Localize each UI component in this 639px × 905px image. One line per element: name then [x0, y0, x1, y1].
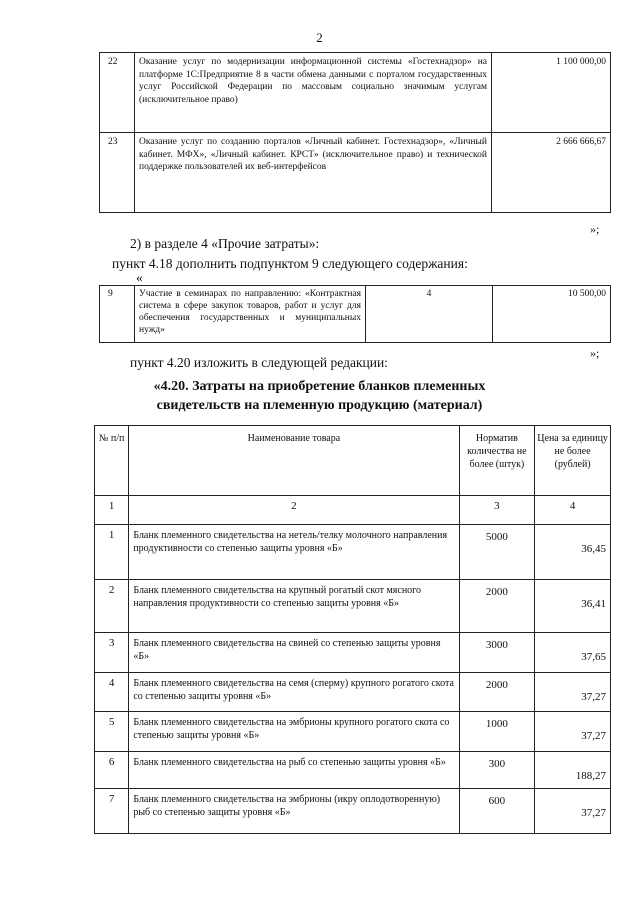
- row-number: 23: [100, 133, 135, 213]
- row-name: Бланк племенного свидетельства на крупный рогатый скот мясного направления продуктивности со степенью защиты уровня «Б»: [129, 580, 459, 633]
- row-price: 2 666 666,67: [492, 133, 611, 213]
- table-row: [95, 673, 611, 712]
- row-number: 5: [95, 712, 129, 752]
- row-number: 9: [100, 286, 135, 343]
- row-price: 37,27: [535, 789, 611, 834]
- header-number: № п/п: [95, 426, 129, 496]
- row-quantity: 3000: [459, 633, 535, 673]
- header-norm: Норматив количества не более (штук): [459, 426, 535, 496]
- row-price: 188,27: [535, 752, 611, 789]
- closing-quote: »;: [590, 346, 600, 360]
- row-name: Бланк племенного свидетельства на эмбрионы крупного рогатого скота со степенью защиты уровня «Б»: [129, 712, 459, 752]
- row-quantity: 300: [459, 752, 535, 789]
- row-quantity: 4: [366, 286, 493, 343]
- section-heading: свидетельств на племенную продукцию (материал): [156, 398, 483, 413]
- column-index-row: [95, 496, 611, 525]
- row-price: 1 100 000,00: [492, 53, 611, 133]
- page-number: 2: [316, 30, 323, 45]
- row-description: Оказание услуг по созданию порталов «Личный кабинет. Гостехнадзор», «Личный кабинет. МФХ», «Личный кабинет. КРСТ» (исключительное право) и технической поддержке пользователей их веб-интерфейсов: [135, 133, 492, 213]
- row-number: 22: [100, 53, 135, 133]
- header-price: Цена за единицу не более (рублей): [535, 426, 611, 496]
- row-price: 36,41: [535, 580, 611, 633]
- table-row: [95, 580, 611, 633]
- table-row: [100, 286, 611, 343]
- row-name: Бланк племенного свидетельства на семя (сперму) крупного рогатого скота со степенью защиты уровня «Б»: [129, 673, 459, 712]
- section-line: пункт 4.20 изложить в следующей редакции:: [130, 355, 388, 370]
- row-number: 6: [95, 752, 129, 789]
- row-quantity: 5000: [459, 525, 535, 580]
- row-number: 7: [95, 789, 129, 834]
- closing-quote: »;: [590, 222, 600, 236]
- seminar-table: [99, 285, 611, 343]
- column-index: 3: [459, 496, 535, 525]
- table-row: [100, 133, 611, 213]
- row-number: 4: [95, 673, 129, 712]
- row-quantity: 600: [459, 789, 535, 834]
- blanks-table: [94, 425, 611, 834]
- row-quantity: 2000: [459, 673, 535, 712]
- table-row: [95, 752, 611, 789]
- column-index: 2: [129, 496, 459, 525]
- table-row: [95, 525, 611, 580]
- row-name: Бланк племенного свидетельства на эмбрионы (икру оплодотворенную) рыб со степенью защиты уровня «Б»: [129, 789, 459, 834]
- column-index: 1: [95, 496, 129, 525]
- row-price: 37,27: [535, 673, 611, 712]
- row-price: 37,27: [535, 712, 611, 752]
- row-price: 37,65: [535, 633, 611, 673]
- row-description: Участие в семинарах по направлению: «Контрактная система в сфере закупок товаров, работ и услуг для обеспечения государственных и муниципальных нужд»: [135, 286, 366, 343]
- row-name: Бланк племенного свидетельства на свиней со степенью защиты уровня «Б»: [129, 633, 459, 673]
- row-number: 3: [95, 633, 129, 673]
- row-number: 2: [95, 580, 129, 633]
- row-quantity: 2000: [459, 580, 535, 633]
- opening-quote: «: [136, 270, 143, 285]
- section-line: пункт 4.18 дополнить подпунктом 9 следующего содержания:: [112, 256, 468, 271]
- table-row: [95, 712, 611, 752]
- section-heading: «4.20. Затраты на приобретение бланков племенных: [153, 379, 486, 394]
- row-price: 36,45: [535, 525, 611, 580]
- row-name: Бланк племенного свидетельства на рыб со степенью защиты уровня «Б»: [129, 752, 459, 789]
- table-row: [100, 53, 611, 133]
- table-row: [95, 789, 611, 834]
- section-line: 2) в разделе 4 «Прочие затраты»:: [130, 236, 320, 251]
- row-quantity: 1000: [459, 712, 535, 752]
- header-name: Наименование товара: [129, 426, 459, 496]
- table-row: [95, 633, 611, 673]
- row-name: Бланк племенного свидетельства на нетель/телку молочного направления продуктивности со степенью защиты уровня «Б»: [129, 525, 459, 580]
- column-index: 4: [535, 496, 611, 525]
- table-header-row: [95, 426, 611, 496]
- row-price: 10 500,00: [493, 286, 611, 343]
- services-table: [99, 52, 611, 213]
- row-description: Оказание услуг по модернизации информационной системы «Гостехнадзор» на платформе 1С:Предприятие 8 в части обмена данными с порталом государственных услуг Российской Федерации по массовым социально значимым услугам (исключительное право): [135, 53, 492, 133]
- row-number: 1: [95, 525, 129, 580]
